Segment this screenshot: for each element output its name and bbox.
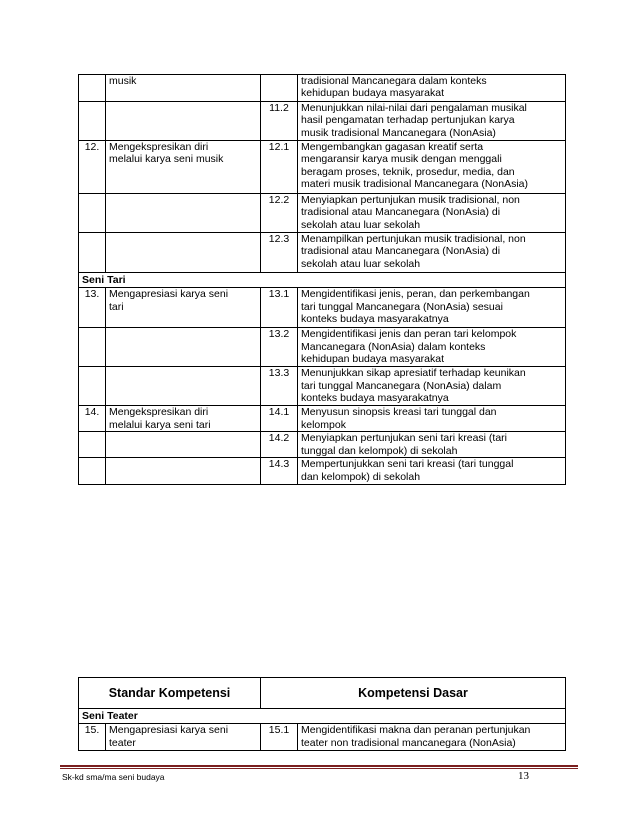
kd-number: 11.2 xyxy=(261,102,298,141)
footer-divider xyxy=(60,765,578,767)
kd-number: 12.2 xyxy=(261,194,298,233)
sk-text xyxy=(106,432,261,458)
kd-number: 14.2 xyxy=(261,432,298,458)
header-standar-kompetensi: Standar Kompetensi xyxy=(79,678,261,709)
page-number: 13 xyxy=(518,770,529,782)
sk-number xyxy=(79,367,106,406)
kd-text: Menampilkan pertunjukan musik tradisional, non tradisional atau Mancanegara (NonAsia) di sekolah atau luar sekolah xyxy=(298,233,566,273)
table-row xyxy=(79,724,566,751)
kd-text: Mempertunjukkan seni tari kreasi (tari tunggal dan kelompok) di sekolah xyxy=(298,458,566,485)
sk-number: 13. xyxy=(79,288,106,328)
competency-table-bottom xyxy=(78,677,566,751)
kd-number: 12.1 xyxy=(261,141,298,194)
table-row xyxy=(79,328,566,367)
sk-text xyxy=(106,194,261,233)
sk-text xyxy=(106,458,261,485)
kd-text: Menyiapkan pertunjukan seni tari kreasi (tari tunggal dan kelompok) di sekolah xyxy=(298,432,566,458)
sk-text: Mengekspresikan diri melalui karya seni musik xyxy=(106,141,261,194)
kd-text: Menyiapkan pertunjukan musik tradisional, non tradisional atau Mancanegara (NonAsia) di sekolah atau luar sekolah xyxy=(298,194,566,233)
sk-number xyxy=(79,102,106,141)
sk-text xyxy=(106,328,261,367)
kd-number: 14.1 xyxy=(261,406,298,432)
kd-text: Menyusun sinopsis kreasi tari tunggal dan kelompok xyxy=(298,406,566,432)
kd-number: 13.2 xyxy=(261,328,298,367)
kd-text: Menunjukkan nilai-nilai dari pengalaman musikal hasil pengamatan terhadap pertunjukan karya musik tradisional Mancanegara (NonAsia) xyxy=(298,102,566,141)
kd-text: Mengembangkan gagasan kreatif serta mengaransir karya musik dengan menggali beragam proses, teknik, prosedur, media, dan materi musik tradisional Mancanegara (NonAsia) xyxy=(298,141,566,194)
kd-number: 12.3 xyxy=(261,233,298,273)
sk-text: Mengapresiasi karya seni tari xyxy=(106,288,261,328)
footer-document-title: Sk-kd sma/ma seni budaya xyxy=(62,772,165,782)
kd-text: Mengidentifikasi jenis dan peran tari kelompok Mancanegara (NonAsia) dalam konteks kehidupan budaya masyarakat xyxy=(298,328,566,367)
table-row xyxy=(79,141,566,194)
table-row xyxy=(79,102,566,141)
sk-number: 12. xyxy=(79,141,106,194)
header-kompetensi-dasar: Kompetensi Dasar xyxy=(261,678,566,709)
sk-number xyxy=(79,233,106,273)
section-seni-teater: Seni Teater xyxy=(79,709,566,724)
table-row xyxy=(79,432,566,458)
sk-text: Mengekspresikan diri melalui karya seni tari xyxy=(106,406,261,432)
footer-divider-thin xyxy=(60,768,578,769)
sk-number xyxy=(79,75,106,102)
kd-text: Mengidentifikasi jenis, peran, dan perkembangan tari tunggal Mancanegara (NonAsia) sesuai konteks budaya masyarakatnya xyxy=(298,288,566,328)
sk-number: 14. xyxy=(79,406,106,432)
table-row xyxy=(79,406,566,432)
table-row xyxy=(79,288,566,328)
kd-number: 15.1 xyxy=(261,724,298,751)
kd-number: 14.3 xyxy=(261,458,298,485)
kd-number: 13.1 xyxy=(261,288,298,328)
table-row xyxy=(79,233,566,273)
table-row xyxy=(79,194,566,233)
table-row xyxy=(79,367,566,406)
table-row xyxy=(79,75,566,102)
sk-text: Mengapresiasi karya seni teater xyxy=(106,724,261,751)
kd-number: 13.3 xyxy=(261,367,298,406)
sk-number: 15. xyxy=(79,724,106,751)
sk-number xyxy=(79,328,106,367)
table-row xyxy=(79,458,566,485)
competency-table-top xyxy=(78,74,566,485)
header-row xyxy=(79,678,566,709)
sk-text xyxy=(106,233,261,273)
kd-number xyxy=(261,75,298,102)
kd-text: Mengidentifikasi makna dan peranan pertunjukan teater non tradisional mancanegara (NonAsia) xyxy=(298,724,566,751)
section-seni-tari: Seni Tari xyxy=(79,273,566,288)
sk-text: musik xyxy=(106,75,261,102)
sk-number xyxy=(79,432,106,458)
section-row xyxy=(79,273,566,288)
sk-text xyxy=(106,102,261,141)
kd-text: tradisional Mancanegara dalam konteks kehidupan budaya masyarakat xyxy=(298,75,566,102)
section-row xyxy=(79,709,566,724)
sk-number xyxy=(79,458,106,485)
sk-number xyxy=(79,194,106,233)
kd-text: Menunjukkan sikap apresiatif terhadap keunikan tari tunggal Mancanegara (NonAsia) dalam konteks budaya masyarakatnya xyxy=(298,367,566,406)
sk-text xyxy=(106,367,261,406)
